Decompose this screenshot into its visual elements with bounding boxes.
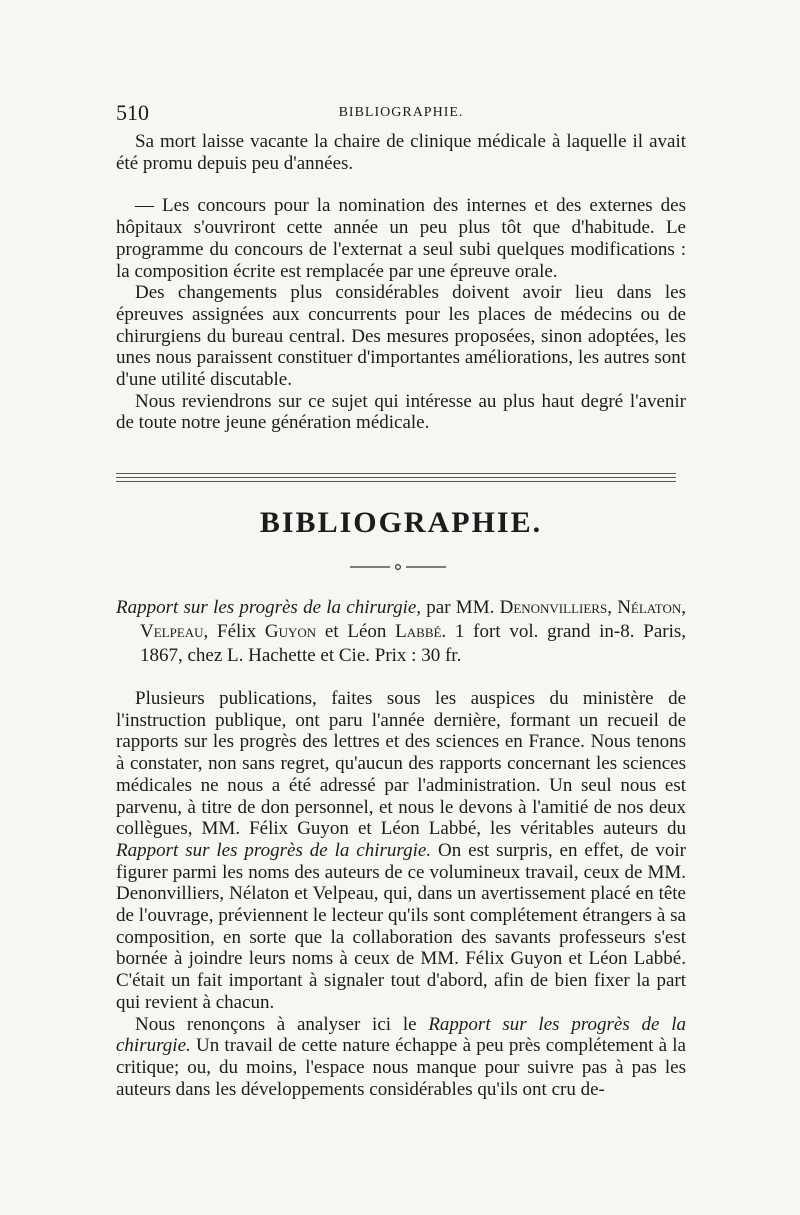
reference-authors: Denonvilliers, Nélaton, Velpeau, xyxy=(140,597,686,642)
intro-paragraph-3: Des changements plus considérables doivent avoir lieu dans les épreuves assignées aux concurrents pour les places de médecins ou de chirurgiens du bureau central. Des mesures proposées, sinon adoptées, les unes nous paraissent constituer d'importantes améliorations, les autres sont d'une utilité discutable. xyxy=(116,282,686,391)
intro-paragraph-4: Nous reviendrons sur ce sujet qui intéresse au plus haut degré l'avenir de toute notre jeune génération médicale. xyxy=(116,390,686,434)
reference-by: par MM. xyxy=(421,597,500,618)
reference-labbe: Labbé. xyxy=(395,621,447,642)
page-header xyxy=(116,100,686,126)
reference-and-guyon: Félix xyxy=(208,621,265,642)
review-p1-part-a: Plusieurs publications, faites sous les auspices du ministère de l'instruction publique, ont paru l'année dernière, formant un recueil de rapports sur les progrès des lettres et des sciences en France. Nous tenons à constater, non sans regret, qu'aucun des rapports concernant les sciences médicales ne nous a été adressé par l'administration. Un seul nous est parvenu, à titre de don personnel, et nous le devons à l'amitié de nos deux collègues, MM. Félix Guyon et Léon Labbé, les véritables auteurs du xyxy=(116,688,686,840)
reference-title: Rapport sur les progrès de la chirurgie, xyxy=(116,597,422,618)
ornament-divider xyxy=(350,562,446,572)
review-paragraph-1 xyxy=(116,688,686,1014)
section-divider xyxy=(116,473,676,485)
reference-et-labbe: et Léon xyxy=(316,621,396,642)
page-number: 510 xyxy=(116,100,149,125)
review-p1-title: Rapport sur les progrès de la chirurgie. xyxy=(116,839,432,861)
reference-details: 1 fort vol. grand in-8. Paris, 1867, chez L. Hachette et Cie. Prix : 30 fr. xyxy=(140,621,686,666)
review-p1-part-b: On est surpris, en effet, de voir figurer parmi les noms des auteurs de ce volumineux travail, ceux de MM. Denonvilliers, Nélaton et Velpeau, qui, dans un avertissement placé en tête de l'ouvrage, préviennent le lecteur qu'ils sont complétement étrangers à sa composition, en sorte que la collaboration des savants professeurs s'est bornée à joindre leurs noms à ceux de MM. Félix Guyon et Léon Labbé. C'était un fait important à signaler tout d'abord, afin de bien fixer la part qui revient à chacun. xyxy=(116,839,686,1013)
intro-paragraph-1: Sa mort laisse vacante la chaire de clinique médicale à laquelle il avait été promu depuis peu d'années. xyxy=(116,131,686,174)
review-paragraph-2 xyxy=(116,1014,686,1101)
review-text xyxy=(116,688,686,1100)
intro-paragraph-2: — Les concours pour la nomination des internes et des externes des hôpitaux s'ouvriront cette année un peu plus tôt que d'habitude. Le programme du concours de l'externat a seul subi quelques modifications : la composition écrite est remplacée par une épreuve orale. xyxy=(116,195,686,282)
running-head: BIBLIOGRAPHIE. xyxy=(338,105,464,120)
section-title: BIBLIOGRAPHIE. xyxy=(259,506,543,539)
review-p2-part-b: Un travail de cette nature échappe à peu près complétement à la critique; ou, du moins, l'espace nous manque pour suivre pas à pas les auteurs dans les développements considérables qu'ils ont cru de- xyxy=(116,1035,686,1100)
bibliographic-reference xyxy=(116,596,686,668)
review-p2-title: Rapport sur les progrès de la chirurgie. xyxy=(116,1013,686,1057)
intro-text xyxy=(116,131,686,434)
review-p2-part-a: Nous renonçons à analyser ici le xyxy=(135,1013,429,1035)
reference-guyon: Guyon xyxy=(264,621,317,642)
